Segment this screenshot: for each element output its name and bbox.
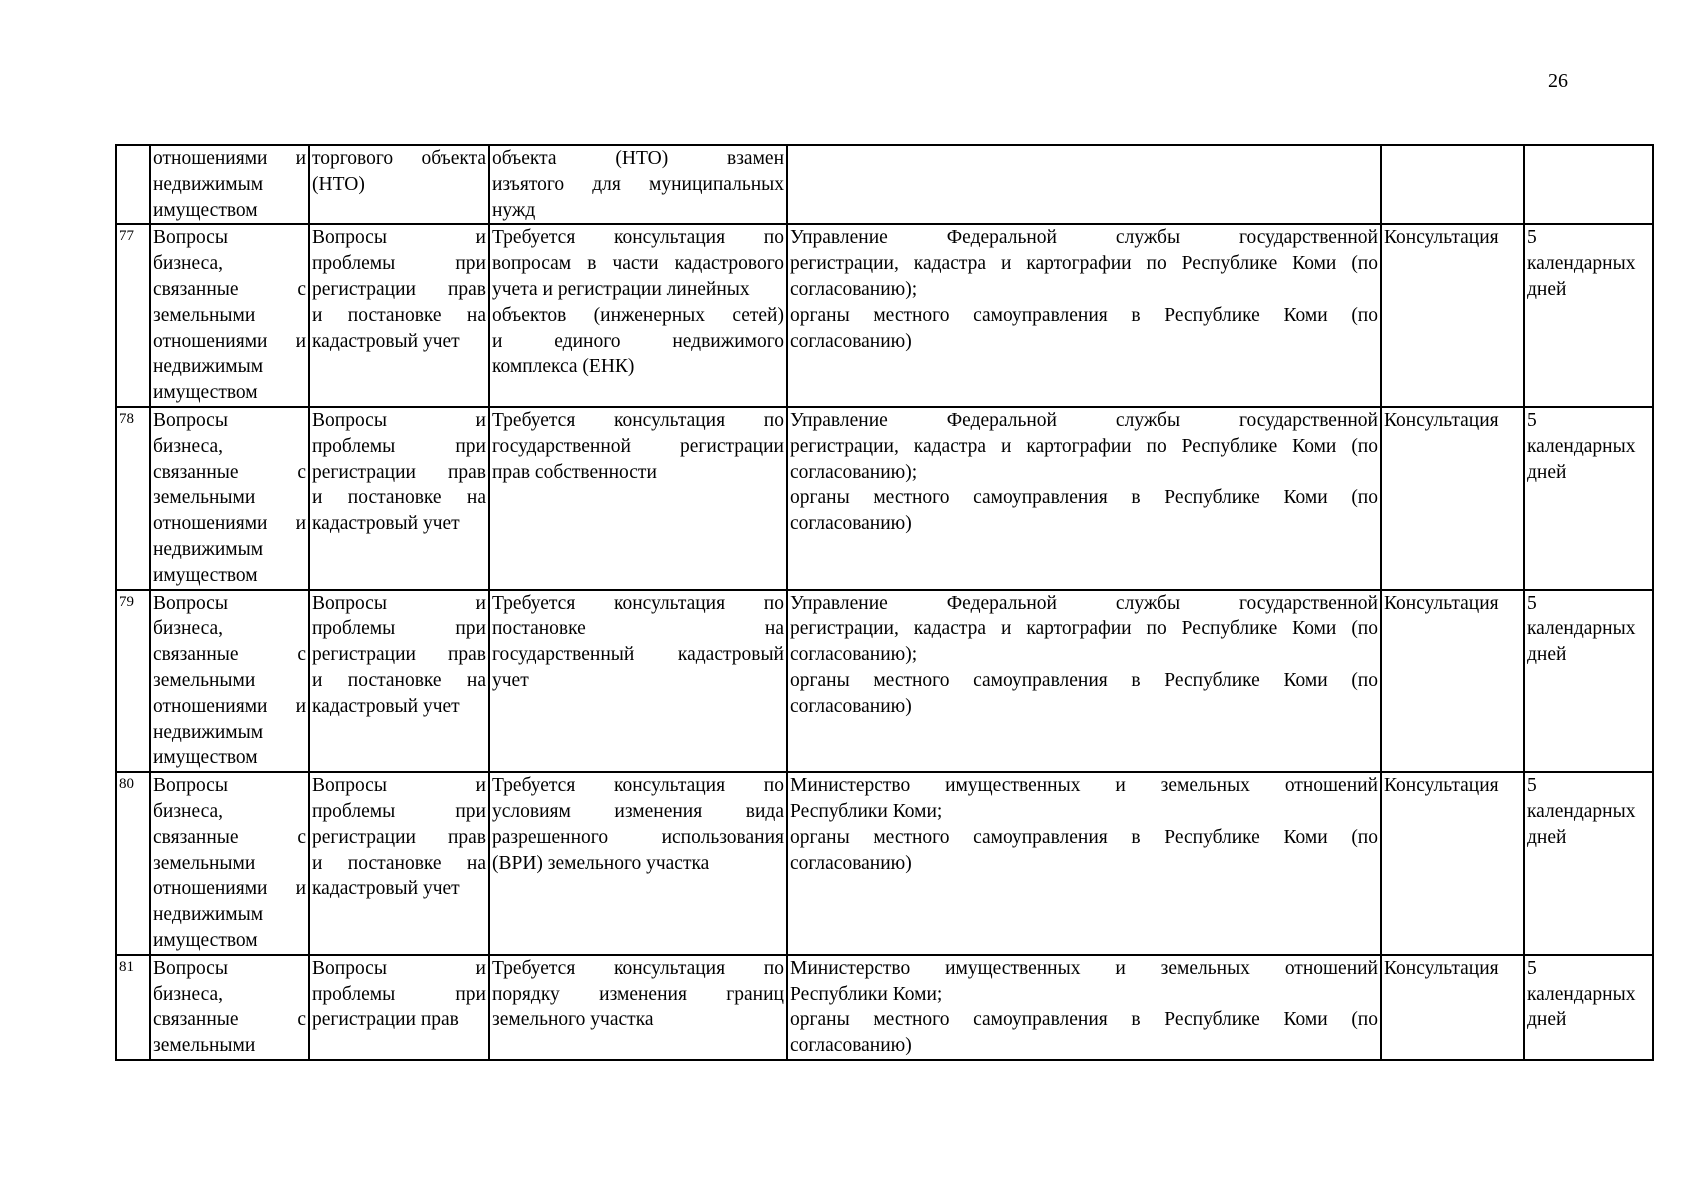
cell-authority [787, 224, 1381, 407]
cell-line: регистрации прав [312, 644, 486, 666]
cell-line: 5 [1527, 227, 1537, 249]
cell-line: недвижимым [153, 538, 264, 560]
table-row-continuation [116, 145, 1653, 224]
cell-topic [150, 590, 309, 773]
cell-line: и постановке на [312, 304, 486, 326]
cell-form: Консультация [1381, 407, 1524, 590]
cell-line: вопросам в части кадастрового [492, 253, 784, 275]
cell-line: торгового объекта [312, 148, 486, 169]
cell-line: Вопросы [153, 957, 228, 979]
cell-line: учета и регистрации линейных [492, 278, 750, 300]
cell-topic [150, 145, 309, 224]
cell-line: (ВРИ) земельного участка [492, 852, 710, 874]
cell-line: комплекса (ЕНК) [492, 356, 635, 378]
cell-request [489, 955, 787, 1060]
cell-line: имуществом [153, 564, 258, 586]
cell-line: кадастровый учет [312, 695, 460, 717]
cell-line: Республики Коми; [790, 983, 943, 1005]
cell-request [489, 772, 787, 955]
cell-num [116, 145, 150, 224]
cell-line: земельного участка [492, 1009, 654, 1031]
cell-line: недвижимым [153, 173, 264, 195]
cell-line: Республики Коми; [790, 800, 943, 822]
cell-problem [309, 145, 489, 224]
cell-line: органы местного самоуправления в Республике Коми (по [790, 304, 1378, 326]
cell-line: недвижимым [153, 721, 264, 743]
cell-line: кадастровый учет [312, 513, 460, 535]
cell-line: постановке на [492, 618, 784, 640]
cell-line: связанные с [153, 461, 306, 483]
cell-line: дней [1527, 461, 1567, 483]
cell-authority [787, 407, 1381, 590]
cell-line: дней [1527, 1009, 1567, 1031]
cell-line: согласованию) [790, 330, 912, 352]
cell-line: (НТО) [312, 173, 365, 195]
cell-num: 80 [116, 772, 150, 955]
cell-line: отношениями и [153, 878, 306, 900]
cell-request [489, 407, 787, 590]
cell-line: Вопросы и [312, 592, 486, 614]
cell-line: и постановке на [312, 852, 486, 874]
cell-line: Вопросы и [312, 409, 486, 431]
cell-line: согласованию) [790, 1035, 912, 1057]
cell-line: согласованию) [790, 513, 912, 535]
cell-line: государственный кадастровый [492, 644, 784, 666]
cell-line: порядку изменения границ [492, 983, 784, 1005]
cell-line: дней [1527, 826, 1567, 848]
cell-line: календарных [1527, 800, 1636, 822]
cell-line: календарных [1527, 253, 1636, 275]
cell-line: регистрации, кадастра и картографии по Республике Коми (по [790, 618, 1378, 640]
cell-term [1524, 590, 1653, 773]
cell-line: дней [1527, 278, 1567, 300]
services-table [115, 144, 1654, 1061]
cell-line: 5 [1527, 592, 1537, 614]
cell-line: органы местного самоуправления в Республике Коми (по [790, 826, 1378, 848]
cell-line: и постановке на [312, 669, 486, 691]
cell-line: имуществом [153, 929, 258, 951]
cell-line: отношениями и [153, 148, 306, 169]
cell-form: Консультация [1381, 224, 1524, 407]
cell-line: государственной регистрации [492, 435, 784, 457]
cell-line: Министерство имущественных и земельных отношений [790, 957, 1378, 979]
cell-line: органы местного самоуправления в Республике Коми (по [790, 669, 1378, 691]
cell-problem [309, 772, 489, 955]
cell-line: Управление Федеральной службы государственной [790, 409, 1378, 431]
cell-line: согласованию); [790, 644, 918, 666]
cell-request [489, 145, 787, 224]
cell-line: бизнеса, [153, 800, 224, 822]
cell-line: имуществом [153, 747, 258, 769]
cell-line: Вопросы и [312, 227, 486, 249]
cell-line: проблемы при [312, 800, 486, 822]
cell-line: кадастровый учет [312, 878, 460, 900]
cell-line: имуществом [153, 382, 258, 404]
cell-line: проблемы при [312, 983, 486, 1005]
cell-term [1524, 407, 1653, 590]
cell-term [1524, 145, 1653, 224]
cell-line: Вопросы и [312, 775, 486, 797]
cell-line: Управление Федеральной службы государственной [790, 592, 1378, 614]
cell-line: разрешенного использования [492, 826, 784, 848]
cell-line: кадастровый учет [312, 330, 460, 352]
cell-line: Вопросы [153, 227, 228, 249]
cell-num: 81 [116, 955, 150, 1060]
cell-line: Вопросы [153, 409, 228, 431]
cell-line: связанные с [153, 826, 306, 848]
cell-line: 5 [1527, 409, 1537, 431]
cell-line: отношениями и [153, 695, 306, 717]
cell-line: дней [1527, 644, 1567, 666]
cell-form: Консультация [1381, 590, 1524, 773]
cell-line: проблемы при [312, 618, 486, 640]
cell-topic [150, 407, 309, 590]
cell-line: регистрации, кадастра и картографии по Республике Коми (по [790, 435, 1378, 457]
cell-line: бизнеса, [153, 618, 224, 640]
cell-line: Требуется консультация по [492, 775, 784, 797]
cell-line: бизнеса, [153, 983, 224, 1005]
table-row [116, 772, 1653, 955]
cell-term [1524, 955, 1653, 1060]
cell-line: Управление Федеральной службы государственной [790, 227, 1378, 249]
cell-term [1524, 772, 1653, 955]
cell-line: земельными [153, 304, 256, 326]
cell-line: регистрации прав [312, 826, 486, 848]
cell-term [1524, 224, 1653, 407]
cell-line: и единого недвижимого [492, 330, 784, 352]
cell-request [489, 590, 787, 773]
cell-line: 5 [1527, 957, 1537, 979]
cell-line: календарных [1527, 618, 1636, 640]
cell-line: изъятого для муниципальных [492, 173, 784, 195]
cell-line: объектов (инженерных сетей) [492, 304, 784, 326]
cell-authority [787, 772, 1381, 955]
cell-line: условиям изменения вида [492, 800, 784, 822]
cell-form: Консультация [1381, 955, 1524, 1060]
cell-num: 78 [116, 407, 150, 590]
cell-line: земельными [153, 669, 256, 691]
cell-line: органы местного самоуправления в Республике Коми (по [790, 487, 1378, 509]
cell-line: Требуется консультация по [492, 409, 784, 431]
cell-line: согласованию) [790, 852, 912, 874]
cell-line: Требуется консультация по [492, 957, 784, 979]
cell-line: связанные с [153, 278, 306, 300]
cell-authority [787, 590, 1381, 773]
cell-line: недвижимым [153, 904, 264, 926]
cell-line: 5 [1527, 775, 1537, 797]
cell-line: имуществом [153, 199, 258, 221]
cell-line: регистрации прав [312, 461, 486, 483]
cell-line: Требуется консультация по [492, 592, 784, 614]
cell-topic [150, 955, 309, 1060]
cell-line: Вопросы [153, 592, 228, 614]
cell-line: регистрации прав [312, 1009, 459, 1031]
cell-problem [309, 590, 489, 773]
cell-line: бизнеса, [153, 253, 224, 275]
cell-line: связанные с [153, 1009, 306, 1031]
cell-line: календарных [1527, 435, 1636, 457]
cell-line: учет [492, 669, 529, 691]
table-row [116, 407, 1653, 590]
cell-line: отношениями и [153, 330, 306, 352]
cell-line: земельными [153, 852, 256, 874]
cell-line: проблемы при [312, 253, 486, 275]
cell-form [1381, 145, 1524, 224]
cell-form: Консультация [1381, 772, 1524, 955]
cell-request [489, 224, 787, 407]
cell-line: согласованию); [790, 278, 918, 300]
table-row [116, 955, 1653, 1060]
cell-problem [309, 955, 489, 1060]
cell-line: Вопросы и [312, 957, 486, 979]
table-row [116, 590, 1653, 773]
cell-line: объекта (НТО) взамен [492, 148, 784, 169]
cell-line: и постановке на [312, 487, 486, 509]
cell-line: связанные с [153, 644, 306, 666]
cell-line: Министерство имущественных и земельных отношений [790, 775, 1378, 797]
cell-num: 79 [116, 590, 150, 773]
cell-problem [309, 224, 489, 407]
table-row [116, 224, 1653, 407]
cell-line: земельными [153, 1035, 256, 1057]
cell-line: согласованию); [790, 461, 918, 483]
cell-topic [150, 224, 309, 407]
cell-line: Вопросы [153, 775, 228, 797]
cell-line: бизнеса, [153, 435, 224, 457]
cell-line: Требуется консультация по [492, 227, 784, 249]
cell-line: недвижимым [153, 356, 264, 378]
cell-line: регистрации, кадастра и картографии по Республике Коми (по [790, 253, 1378, 275]
cell-line: регистрации прав [312, 278, 486, 300]
cell-problem [309, 407, 489, 590]
page-number: 26 [1548, 70, 1568, 92]
cell-line: отношениями и [153, 513, 306, 535]
cell-authority [787, 145, 1381, 224]
cell-line: органы местного самоуправления в Республике Коми (по [790, 1009, 1378, 1031]
cell-authority [787, 955, 1381, 1060]
cell-line: проблемы при [312, 435, 486, 457]
cell-line: календарных [1527, 983, 1636, 1005]
cell-line: нужд [492, 199, 536, 221]
cell-topic [150, 772, 309, 955]
cell-num: 77 [116, 224, 150, 407]
cell-line: земельными [153, 487, 256, 509]
cell-line: согласованию) [790, 695, 912, 717]
cell-line: прав собственности [492, 461, 657, 483]
